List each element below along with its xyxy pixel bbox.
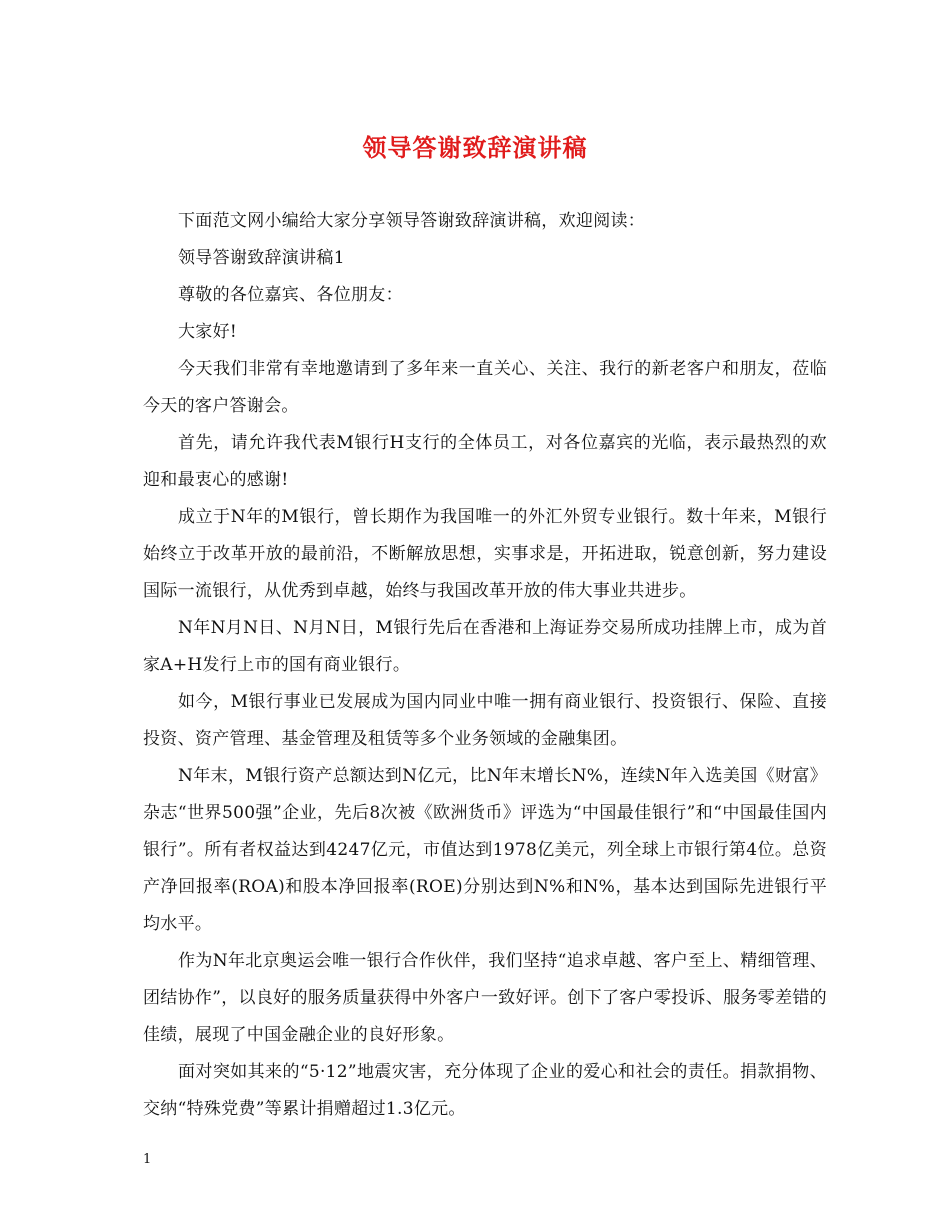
paragraph-greeting: 大家好!: [178, 322, 238, 342]
paragraph-intro: 下面范文网小编给大家分享领导答谢致辞演讲稿，欢迎阅读：: [178, 211, 646, 231]
paragraph-olympics: 作为N年北京奥运会唯一银行合作伙伴，我们坚持“追求卓越、客户至上、精细管理、团结协作”，以良好的服务质量获得中外客户一致好评。创下了客户零投诉、服务零差错的佳绩，展现了中国金融企业的良好形象。: [143, 951, 827, 1045]
document-body: [143, 203, 827, 1128]
paragraph-salutation: 尊敬的各位嘉宾、各位朋友：: [178, 285, 403, 305]
page-number: 1: [143, 1152, 152, 1167]
paragraph-business-scope: 如今，M银行事业已发展成为国内同业中唯一拥有商业银行、投资银行、保险、直接投资、资产管理、基金管理及租赁等多个业务领域的金融集团。: [143, 692, 827, 749]
paragraph-thanks: 首先，请允许我代表M银行H支行的全体员工，对各位嘉宾的光临，表示最热烈的欢迎和最衷心的感谢!: [143, 433, 827, 490]
document-title: 领导答谢致辞演讲稿: [362, 133, 588, 162]
paragraph-welcome: 今天我们非常有幸地邀请到了多年来一直关心、关注、我行的新老客户和朋友，莅临今天的客户答谢会。: [143, 359, 827, 416]
paragraph-performance: N年末，M银行资产总额达到N亿元，比N年末增长N%，连续N年入选美国《财富》杂志“世界500强”企业，先后8次被《欧洲货币》评选为“中国最佳银行”和“中国最佳国内银行”。所有者权益达到4247亿元，市值达到1978亿美元，列全球上市银行第4位。总资产净回报率(ROA)和股本净回报率(ROE)分别达到N%和N%，基本达到国际先进银行平均水平。: [143, 766, 827, 934]
paragraph-history: 成立于N年的M银行，曾长期作为我国唯一的外汇外贸专业银行。数十年来，M银行始终立于改革开放的最前沿，不断解放思想，实事求是，开拓进取，锐意创新，努力建设国际一流银行，从优秀到卓越，始终与我国改革开放的伟大事业共进步。: [143, 507, 827, 601]
paragraph-earthquake: 面对突如其来的“5·12”地震灾害，充分体现了企业的爱心和社会的责任。捐款捐物、交纳“特殊党费”等累计捐赠超过1.3亿元。: [143, 1062, 827, 1119]
paragraph-subtitle: 领导答谢致辞演讲稿1: [178, 248, 345, 268]
paragraph-listing: N年N月N日、N月N日，M银行先后在香港和上海证券交易所成功挂牌上市，成为首家A+H发行上市的国有商业银行。: [143, 618, 827, 675]
